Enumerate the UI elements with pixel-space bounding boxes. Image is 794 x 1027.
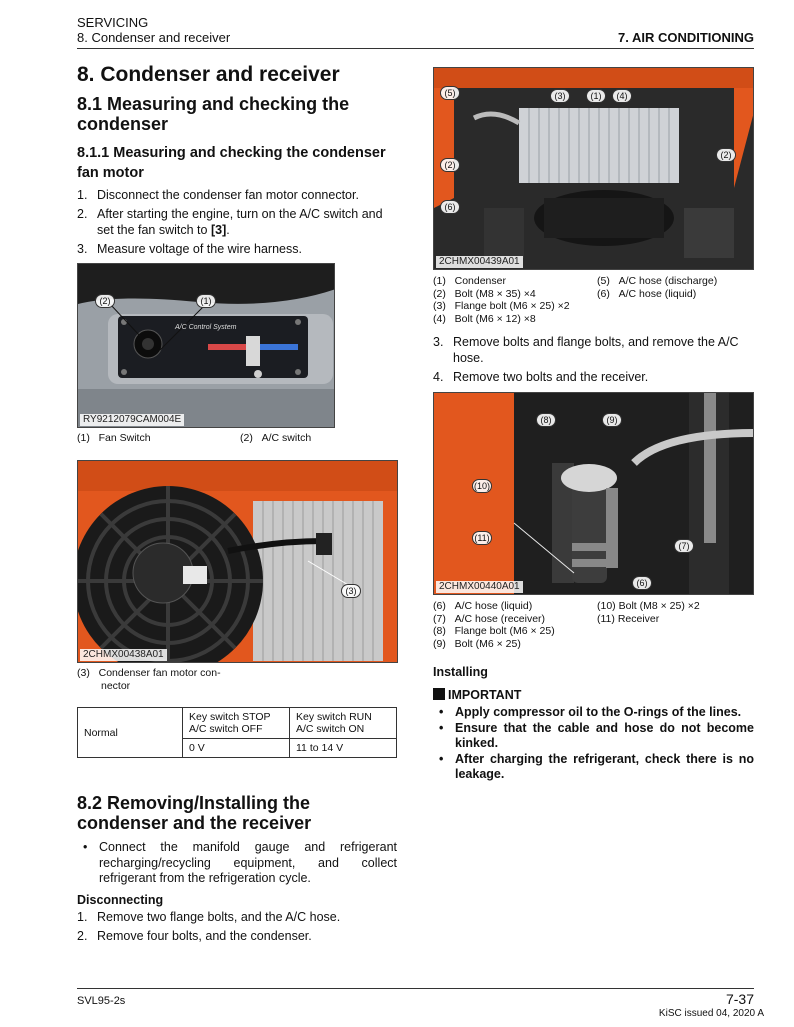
ac-control-photo [77, 263, 335, 428]
photo3-captions-left: (1) Condenser (2) Bolt (M8 × 35) ×4 (3) Flange bolt (M6 × 25) ×2 (4) Bolt (M6 × 12) ×8 [433, 275, 570, 325]
step-item: 2. After starting the engine, turn on the A/C switch and set the fan switch to [3]. [77, 207, 383, 237]
photo-code: 2CHMX00438A01 [80, 649, 167, 661]
callout-3: (3) [550, 89, 570, 103]
step-item: 1. Disconnect the condenser fan motor connector. [77, 188, 359, 202]
footer-divider [77, 988, 754, 989]
sec82-steps [77, 909, 399, 947]
running-header [77, 15, 230, 45]
callout-11: (11) [472, 531, 492, 545]
bullet-item: • After charging the refrigerant, check there is no leakage. [433, 752, 754, 783]
disconnecting-label: Disconnecting [77, 893, 164, 907]
spec-row-label: Normal [78, 708, 183, 758]
bullet-item: • Apply compressor oil to the O-rings of the lines. [433, 705, 754, 721]
caption-fan-connector: (3) Condenser fan motor con- nector [77, 667, 221, 692]
callout-1: (1) [196, 294, 216, 308]
callout-9: (9) [602, 413, 622, 427]
callout-7: (7) [674, 539, 694, 553]
spec-col2-value: 11 to 14 V [290, 739, 397, 758]
step-item: 1. Remove two flange bolts, and the A/C hose. [77, 910, 341, 924]
caption-fan-switch: (1) Fan Switch [77, 432, 151, 444]
right-steps [433, 334, 755, 388]
condenser-fan-photo [77, 460, 398, 663]
header-subsection: 8. Condenser and receiver [77, 30, 231, 45]
condenser-fan-illustration [78, 461, 398, 663]
condenser-removal-photo [433, 67, 754, 270]
sec82-bullets [77, 840, 397, 887]
ac-control-illustration [78, 264, 335, 428]
header-chapter: 7. AIR CONDITIONING [617, 30, 754, 45]
section-title: 8. Condenser and receiver [77, 63, 340, 86]
photo4-captions-right: (10) Bolt (M8 × 25) ×2 (11) Receiver [597, 600, 700, 625]
footer-page-number: 7-37 [725, 991, 754, 1007]
step-item: 2. Remove four bolts, and the condenser. [77, 929, 312, 943]
photo4-captions-left: (6) A/C hose (liquid) (7) A/C hose (receiver) (8) Flange bolt (M6 × 25) (9) Bolt (M6 × 25) [433, 600, 555, 650]
spec-col2-header: Key switch RUN A/C switch ON [290, 708, 397, 739]
header-section: SERVICING [77, 15, 149, 30]
callout-4: (4) [612, 89, 632, 103]
installing-label: Installing [433, 665, 488, 679]
callout-1: (1) [586, 89, 606, 103]
spec-col1-value: 0 V [183, 739, 290, 758]
callout-5: (5) [440, 86, 460, 100]
callout-8: (8) [536, 413, 556, 427]
photo-code: RY9212079CAM004E [80, 414, 184, 426]
callout-10: (10) [473, 481, 490, 491]
header-divider [77, 48, 754, 49]
callout-6: (6) [440, 200, 460, 214]
callout-2-right: (2) [716, 148, 736, 162]
important-square-icon [433, 688, 445, 700]
caption-ac-switch: (2) A/C switch [240, 432, 312, 444]
callout-3: (3) [341, 584, 361, 598]
footer-model: SVL95-2s [77, 995, 126, 1007]
photo-code: 2CHMX00439A01 [436, 256, 523, 268]
panel-label: A/C Control System [175, 324, 237, 331]
installing-bullets [433, 705, 754, 783]
receiver-illustration [434, 393, 754, 595]
photo-code: 2CHMX00440A01 [436, 581, 523, 593]
step-item: 3. Remove bolts and flange bolts, and remove the A/C hose. [433, 335, 739, 365]
bullet-item: • Ensure that the cable and hose do not become kinked. [433, 721, 754, 752]
receiver-photo [433, 392, 754, 595]
step-item: 4. Remove two bolts and the receiver. [433, 370, 649, 384]
photo3-captions-right: (5) A/C hose (discharge) (6) A/C hose (liquid) [597, 275, 718, 300]
footer-issued: KiSC issued 04, 2020 A [658, 1008, 764, 1019]
sec81-title: 8.1 Measuring and checking the condenser [77, 94, 350, 134]
step-item: 3. Measure voltage of the wire harness. [77, 242, 302, 256]
important-label: IMPORTANT [433, 688, 521, 702]
voltage-spec-table [77, 707, 397, 758]
sec82-title: 8.2 Removing/Installing the condenser and the receiver [77, 793, 312, 833]
callout-2: (2) [95, 294, 115, 308]
sec81-steps [77, 187, 399, 260]
bullet-item: • Connect the manifold gauge and refrigerant recharging/recycling equipment, and collect refrigerant from the refrigeration cycle. [77, 840, 397, 887]
sec811-title: 8.1.1 Measuring and checking the condenser fan motor [77, 145, 386, 181]
callout-6: (6) [632, 576, 652, 590]
spec-col1-header: Key switch STOP A/C switch OFF [183, 708, 290, 739]
callout-2-left: (2) [440, 158, 460, 172]
